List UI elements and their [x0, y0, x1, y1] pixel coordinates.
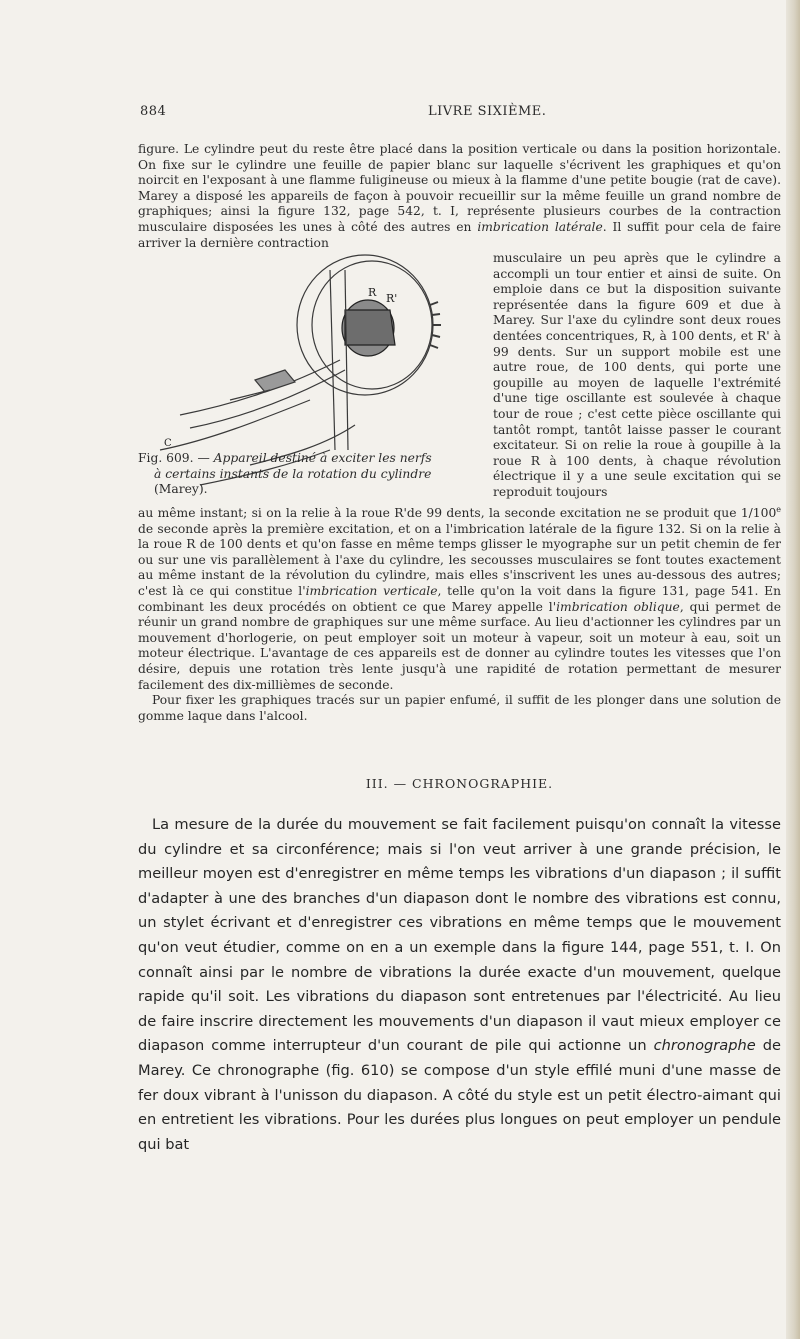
caption-suffix: (Marey). [154, 482, 208, 497]
cont-text-4: , qui permet de réunir un grand nombre de graphiques sur une même surface. Au lieu d'actionner les cylindres par un mouvement d'horlogerie, on peut employer soit un moteur à vapeur, soit un moteur à eau, soit un moteur électrique. L'avantage de ces appareils est de donner au cylindre toutes les vitesses que l'on désire, depuis une rotation très lente jusqu'à une rapidité de rotation permettant de mesurer facilement des dix-millièmes de seconde. [138, 599, 782, 692]
cont-text-1: au même instant; si on la relie à la roue R'de 99 dents, la seconde excitation ne se produit que 1/100 [138, 506, 777, 521]
running-title: LIVRE SIXIÈME. [428, 104, 547, 119]
caption-prefix: Fig. 609. — [138, 451, 214, 465]
intro-text-2: . Il suffit pour cela de faire arriver la dernière contraction [138, 219, 781, 250]
cont-sup: e [776, 505, 781, 514]
intro-text-1: figure. Le cylindre peut du reste être placé dans la position verticale ou dans la position horizontale. On fixe sur le cylindre une feuille de papier blanc sur laquelle s'écrivent les graphiques et qu'on noircit en l'exposant à une flamme fuligineuse ou mieux à la flamme d'une petite bougie (rat de cave). Marey a disposé les appareils de façon à pouvoir recueillir sur la même feuille un grand nombre de graphiques; ainsi la figure 132, page 542, t. I, représente plusieurs courbes de la contraction musculaire disposées les unes à côté des autres en [138, 142, 781, 234]
right-column-text: musculaire un peu après que le cylindre a accompli un tour entier et ainsi de suite. On emploie dans ce but la disposition suivante représentée dans la figure 609 et due à Marey. Sur l'axe du cylindre sont deux roues dentées concentriques, R, à 100 dents, et R' à 99 dents. Sur un support mobile est une autre roue, de 100 dents, qui porte une goupille au moyen de laquelle l'extrémité d'une tige oscillante est soulevée à chaque tour de roue ; c'est cette pièce oscillante qui tantôt rompt, tantôt laisse passer le courant excitateur. Si on relie la roue à goupille à la roue R à 100 dents, à chaque révolution électrique il y a une seule excitation qui se reproduit toujours [493, 251, 781, 499]
label-r-prime: R' [386, 292, 398, 305]
caption-italic-2: à certains instants de la rotation du cylindre [154, 466, 432, 481]
page-number: 884 [140, 104, 167, 119]
right-column-paragraph [493, 251, 781, 501]
intro-paragraph [138, 142, 781, 251]
main-emphasis: chronographe [653, 1037, 756, 1055]
main-text-1: La mesure de la durée du mouvement se fait facilement puisqu'on connaît la vitesse du cylindre et sa circonférence; mais si l'on veut arriver à une grande précision, le meilleur moyen est d'enregistrer en même temps les vibrations d'un diapason ; il suffit d'adapter à une des branches d'un diapason dont le nombre des vibrations est connu, un stylet écrivant et d'enregistrer ces vibrations en même temps que le mouvement qu'on veut étudier, comme on en a un exemple dans la figure 144, page 551, t. I. On connaît ainsi par le nombre de vibrations la durée exacte d'un mouvement, quelque rapide qu'il soit. Les vibrations du diapason sont entretenues par l'électricité. Au lieu de faire inscrire directement les mouvements d'un diapason il vaut mieux employer ce diapason comme interrupteur d'un courant de pile qui actionne un [138, 816, 781, 1055]
continuation-block [138, 502, 781, 724]
cont-text-2: de seconde après la première excitation, et on a l'imbrication latérale de la figure 132. Si on la relie à la roue R de 100 dents et qu'on fasse en même temps glisser le myographe sur un petit chemin de fer ou sur une vis parallèlement à l'axe du cylindre, les secousses musculaires se font toutes exactement au même instant de la révolution du cylindre, mais elles s'inscrivent les unes au-dessous des autres; c'est là ce qui constitue l' [138, 521, 781, 599]
page-edge [786, 0, 800, 1339]
cont-emphasis-2: imbrication oblique [556, 599, 680, 614]
caption-italic-1: Appareil destiné à exciter les nerfs [213, 451, 432, 465]
section-heading: III. — CHRONOGRAPHIE. [365, 776, 554, 791]
running-head [138, 104, 778, 124]
main-paragraph [138, 813, 781, 1157]
figure-caption [138, 451, 490, 498]
label-c: C [164, 438, 172, 449]
oscillating-rod [180, 360, 340, 415]
intro-emphasis: imbrication latérale [477, 219, 603, 234]
cont-text-3: , telle qu'on la voit dans la figure 131, page 541. En combinant les deux procédés on obtient ce que Marey appelle l' [138, 584, 782, 614]
cont-paragraph-2: Pour fixer les graphiques tracés sur un papier enfumé, il suffit de les plonger dans une solution de gomme laque dans l'alcool. [138, 693, 781, 723]
cont-emphasis-1: imbrication verticale [305, 584, 438, 599]
main-text-2: de Marey. Ce chronographe (fig. 610) se compose d'un style effilé muni d'une masse de fer doux vibrant à l'unisson du diapason. A côté du style est un petit électro-aimant qui en entretient les vibrations. Pour les durées plus longues on peut employer un pendule qui bat [138, 1037, 781, 1153]
label-r: R [368, 286, 377, 299]
